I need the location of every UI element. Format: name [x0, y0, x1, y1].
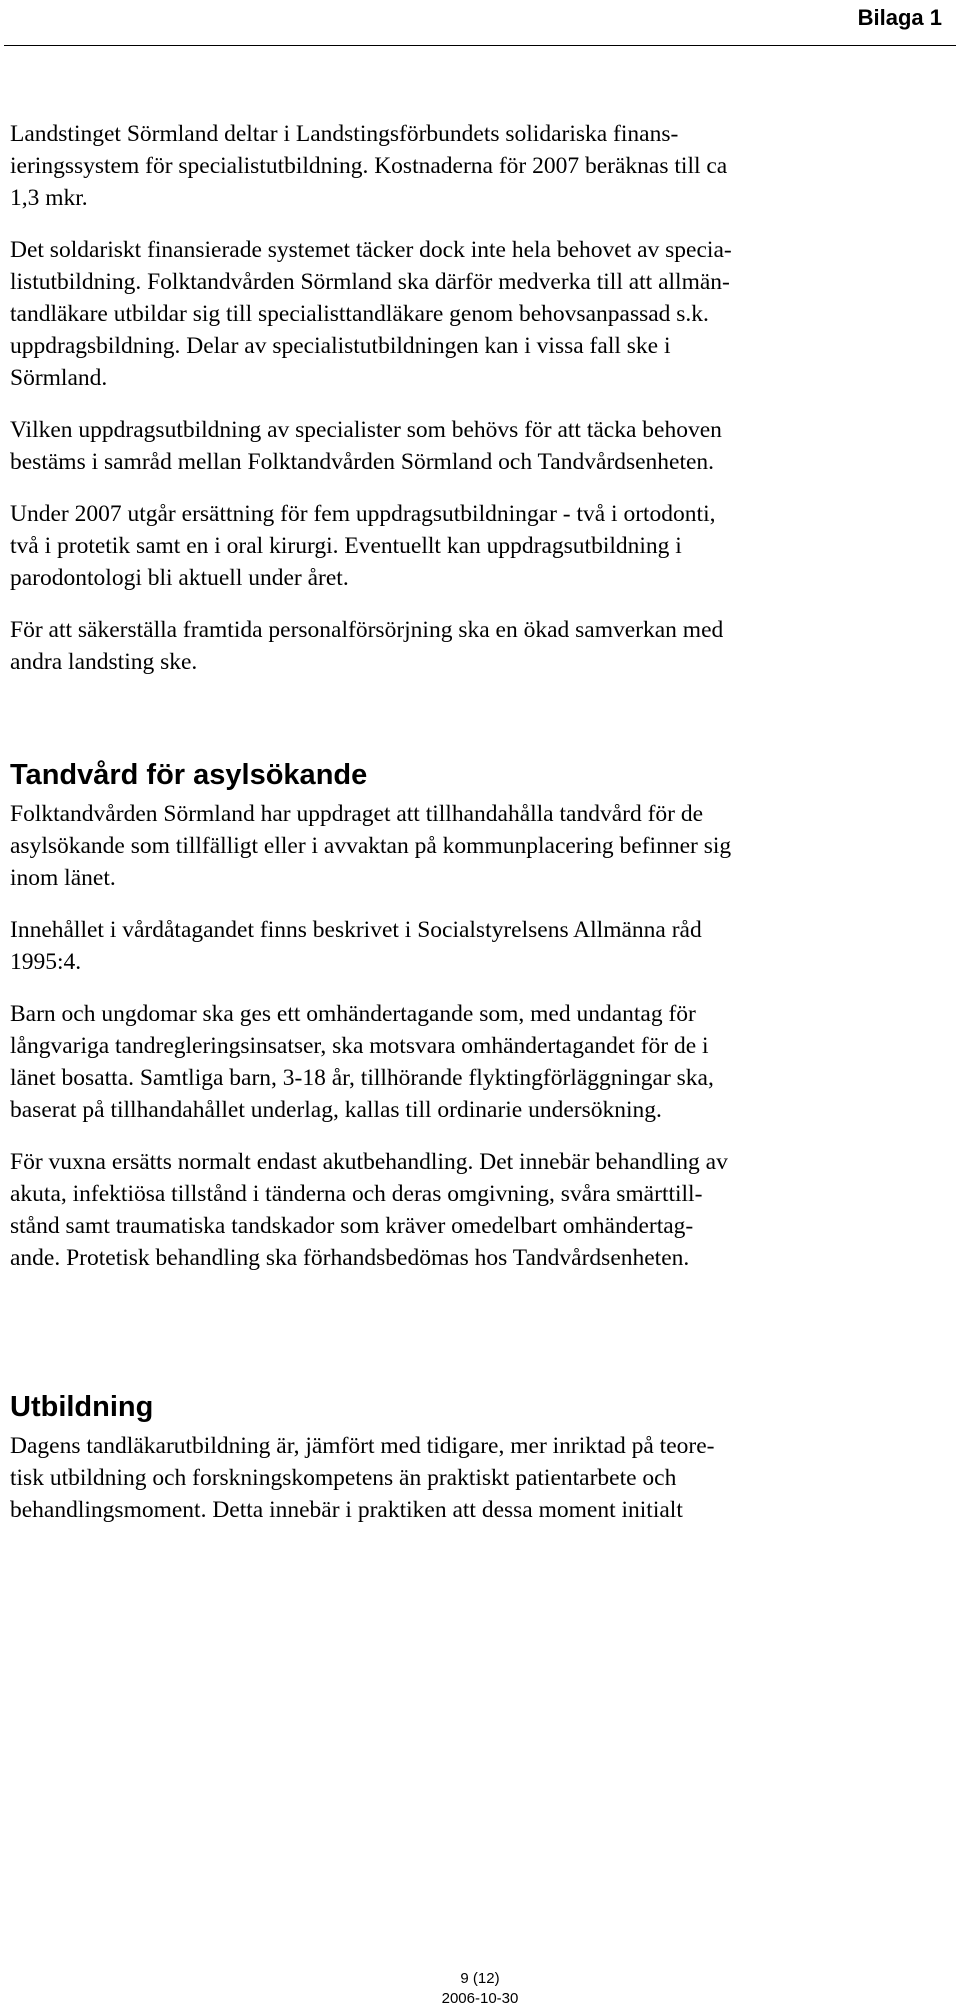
asylum-paragraph-3: Barn och ungdomar ska ges ett omhändertagande som, med undantag för långvariga tandregleringsinsatser, ska motsvara omhändertagandet för de i länet bosatta. Samtliga barn, 3-18 år, tillhörande flyktingförläggningar ska, baserat på tillhandahållet underlag, kallas till ordinarie undersökning.	[10, 1001, 714, 1123]
intro-paragraph-4: Under 2007 utgår ersättning för fem uppdragsutbildningar - två i ortodonti, två i protetik samt en i oral kirurgi. Eventuellt kan uppdragsutbildning i parodontologi bli aktuell under året.	[10, 501, 716, 591]
document-header-label: Bilaga 1	[857, 5, 942, 30]
page-number: 9 (12)	[460, 1970, 500, 1987]
intro-paragraph-5: För att säkerställa framtida personalförsörjning ska en ökad samverkan med andra landsting ske.	[10, 617, 724, 675]
intro-paragraph-2: Det soldariskt finansierade systemet täcker dock inte hela behovet av specia- listutbildning. Folktandvården Sörmland ska därför medverka till att allmän- tandläkare utbildar sig till specialisttandläkare genom behovsanpassad s.k. uppdragsbildning. Delar av specialistutbildningen kan i vissa fall ske i Sörmland.	[10, 237, 732, 391]
document-body	[10, 118, 955, 1546]
header-divider	[4, 45, 956, 46]
education-section-heading: Utbildning	[10, 1391, 154, 1423]
asylum-paragraph-4: För vuxna ersätts normalt endast akutbehandling. Det innebär behandling av akuta, infektiösa tillstånd i tänderna och deras omgivning, svåra smärttill- stånd samt traumatiska tandskador som kräver omedelbart omhändertag- ande. Protetisk behandling ska förhandsbedömas hos Tandvårdsenheten.	[10, 1149, 728, 1271]
intro-paragraph-1: Landstinget Sörmland deltar i Landstingsförbundets solidariska finans- ieringssystem för specialistutbildning. Kostnaderna för 2007 beräknas till ca 1,3 mkr.	[10, 121, 728, 211]
intro-paragraph-3: Vilken uppdragsutbildning av specialister som behövs för att täcka behoven bestäms i samråd mellan Folktandvården Sörmland och Tandvårdsenheten.	[10, 417, 722, 475]
document-date: 2006-10-30	[441, 1990, 519, 2007]
asylum-section-heading: Tandvård för asylsökande	[10, 759, 368, 791]
asylum-paragraph-2: Innehållet i vårdåtagandet finns beskrivet i Socialstyrelsens Allmänna råd 1995:4.	[10, 917, 702, 975]
asylum-paragraph-1: Folktandvården Sörmland har uppdraget att tillhandahålla tandvård för de asylsökande som tillfälligt eller i avvaktan på kommunplacering befinner sig inom länet.	[10, 801, 732, 891]
education-paragraph-1: Dagens tandläkarutbildning är, jämfört med tidigare, mer inriktad på teore- tisk utbildning och forskningskompetens än praktiskt patientarbete och behandlingsmoment. Detta innebär i praktiken att dessa moment initialt	[10, 1433, 715, 1523]
